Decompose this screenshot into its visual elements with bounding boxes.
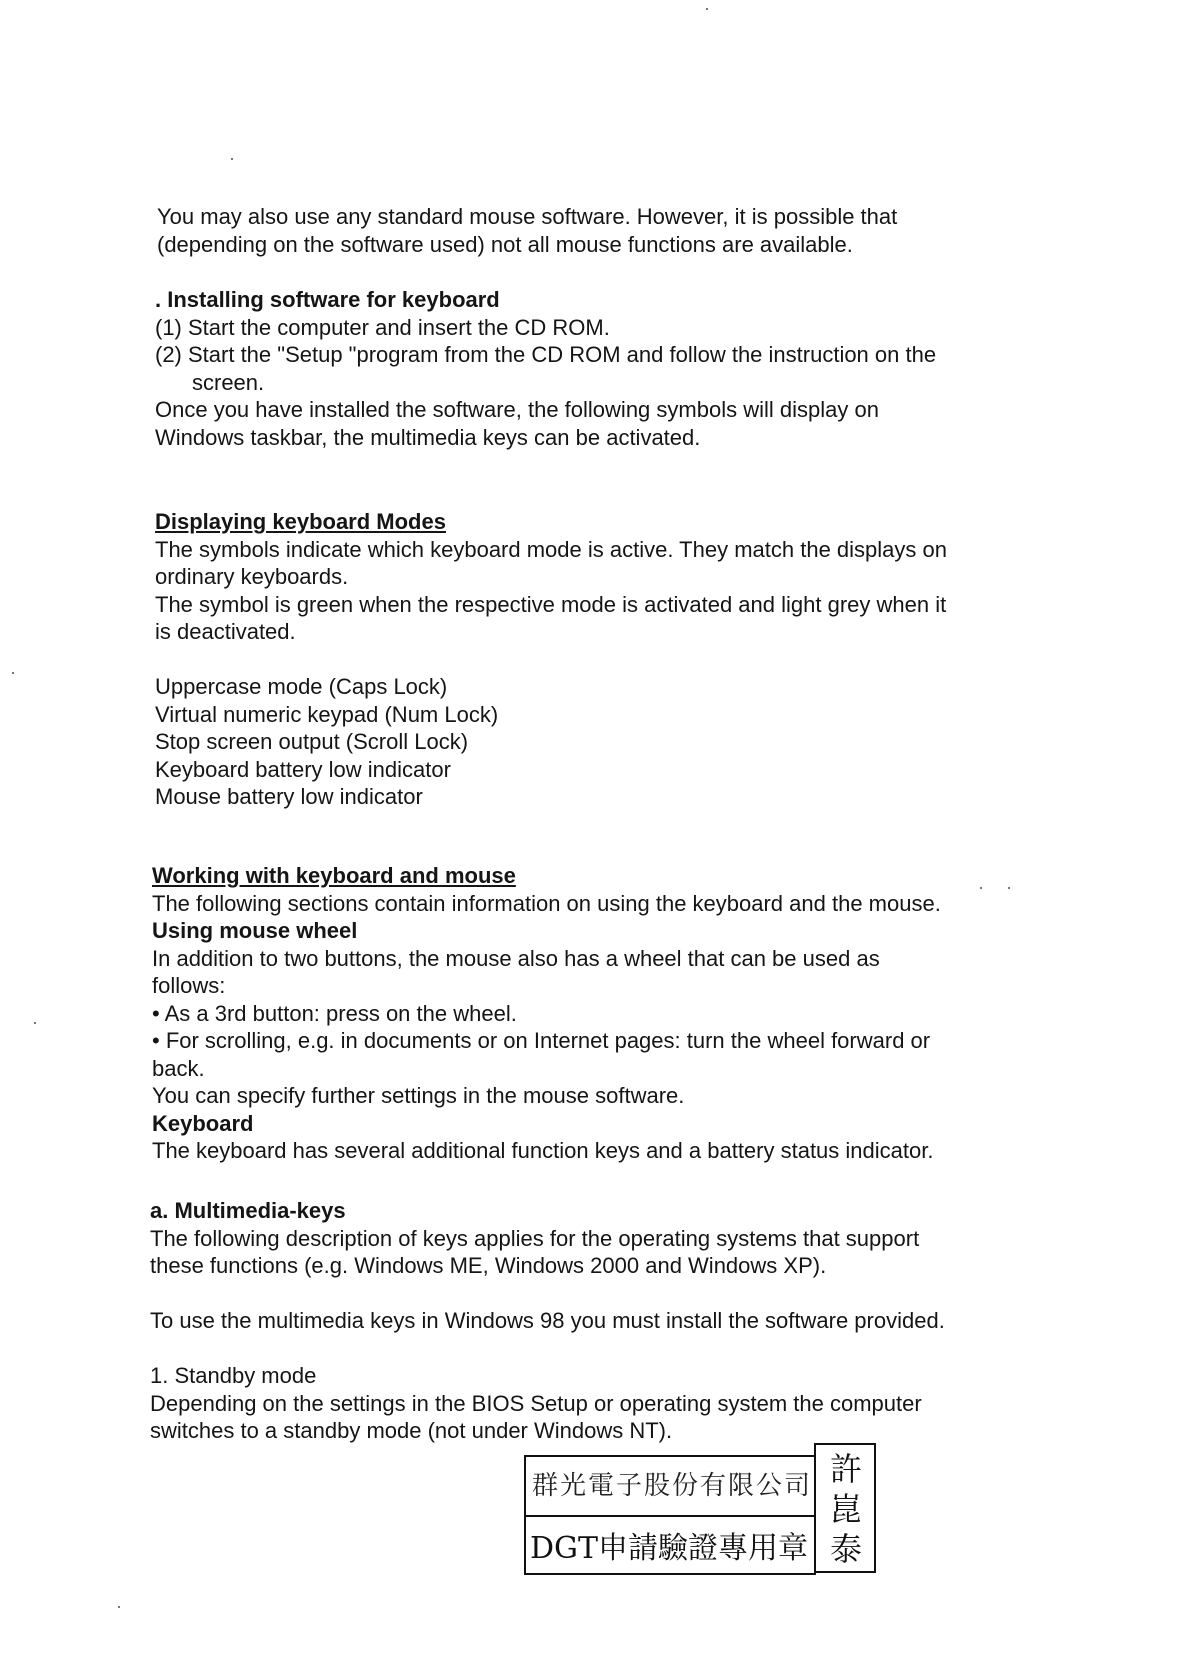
working-section — [152, 862, 941, 1165]
wheel-line: follows: — [152, 973, 226, 998]
intro-line: You may also use any standard mouse software. However, it is possible that — [157, 204, 898, 229]
keyboard-heading: Keyboard — [152, 1110, 254, 1136]
working-heading: Working with keyboard and mouse — [152, 863, 516, 888]
keyboard-text: The keyboard has several additional function keys and a battery status indicator. — [152, 1138, 934, 1163]
wheel-line: You can specify further settings in the mouse software. — [152, 1083, 685, 1108]
scan-speck — [1008, 887, 1010, 889]
install-step-1: (1) Start the computer and insert the CD ROM. — [155, 314, 610, 340]
stamp-signature-box — [814, 1443, 876, 1573]
install-section — [155, 286, 936, 451]
stamp-purpose: DGT申請驗證專用章 — [530, 1531, 809, 1566]
install-step-2: (2) Start the "Setup "program from the CD ROM and follow the instruction on the — [155, 342, 937, 367]
multimedia-heading: a. Multimedia-keys — [150, 1198, 346, 1223]
signature-char: 許 — [829, 1450, 862, 1488]
modes-para2-line: is deactivated. — [155, 619, 296, 644]
working-intro: The following sections contain information on using the keyboard and the mouse. — [152, 890, 941, 916]
standby-line: switches to a standby mode (not under Windows NT). — [150, 1418, 673, 1443]
scan-speck — [706, 8, 708, 10]
mode-item-num-lock: Virtual numeric keypad (Num Lock) — [155, 701, 499, 727]
modes-heading: Displaying keyboard Modes — [155, 509, 446, 534]
modes-para1-line: ordinary keyboards. — [155, 564, 349, 589]
mode-item-scroll-lock: Stop screen output (Scroll Lock) — [155, 729, 469, 754]
stamp-signature — [826, 1449, 866, 1569]
multimedia-line: these functions (e.g. Windows ME, Windows 2000 and Windows XP). — [150, 1253, 827, 1278]
scan-speck — [980, 887, 982, 889]
modes-section — [155, 508, 947, 811]
wheel-bullet: • As a 3rd button: press on the wheel. — [152, 1000, 517, 1026]
mode-item-keyboard-battery: Keyboard battery low indicator — [155, 756, 451, 782]
scan-speck — [12, 672, 14, 674]
wheel-bullet: • For scrolling, e.g. in documents or on Internet pages: turn the wheel forward or — [152, 1028, 931, 1053]
wheel-heading: Using mouse wheel — [152, 918, 358, 943]
signature-char: 崑 — [829, 1490, 862, 1528]
company-stamp — [524, 1443, 874, 1573]
scan-speck — [231, 158, 233, 160]
modes-para1-line: The symbols indicate which keyboard mode is active. They match the displays on — [155, 536, 947, 562]
install-heading: . Installing software for keyboard — [155, 287, 500, 312]
mode-item-caps-lock: Uppercase mode (Caps Lock) — [155, 674, 448, 699]
wheel-line: In addition to two buttons, the mouse also has a wheel that can be used as — [152, 945, 880, 971]
scan-speck — [118, 1606, 120, 1608]
install-after-line: Once you have installed the software, the following symbols will display on — [155, 397, 879, 422]
multimedia-line: The following description of keys applies for the operating systems that support — [150, 1225, 920, 1251]
install-step-2-cont: screen. — [192, 369, 265, 395]
intro-paragraph — [157, 203, 897, 258]
standby-line: Depending on the settings in the BIOS Setup or operating system the computer — [150, 1390, 922, 1416]
multimedia-section — [150, 1197, 945, 1445]
wheel-line: back. — [152, 1055, 205, 1081]
signature-char: 泰 — [829, 1530, 862, 1568]
standby-title: 1. Standby mode — [150, 1363, 317, 1388]
win98-note: To use the multimedia keys in Windows 98 you must install the software provided. — [150, 1308, 945, 1333]
stamp-company-name: 群光電子股份有限公司 — [532, 1471, 813, 1501]
modes-para2-line: The symbol is green when the respective mode is activated and light grey when it — [155, 591, 947, 617]
install-after-line: Windows taskbar, the multimedia keys can be activated. — [155, 424, 701, 450]
intro-line: (depending on the software used) not all mouse functions are available. — [157, 231, 853, 257]
stamp-divider — [524, 1515, 814, 1517]
mode-item-mouse-battery: Mouse battery low indicator — [155, 784, 423, 809]
scan-speck — [34, 1022, 36, 1024]
